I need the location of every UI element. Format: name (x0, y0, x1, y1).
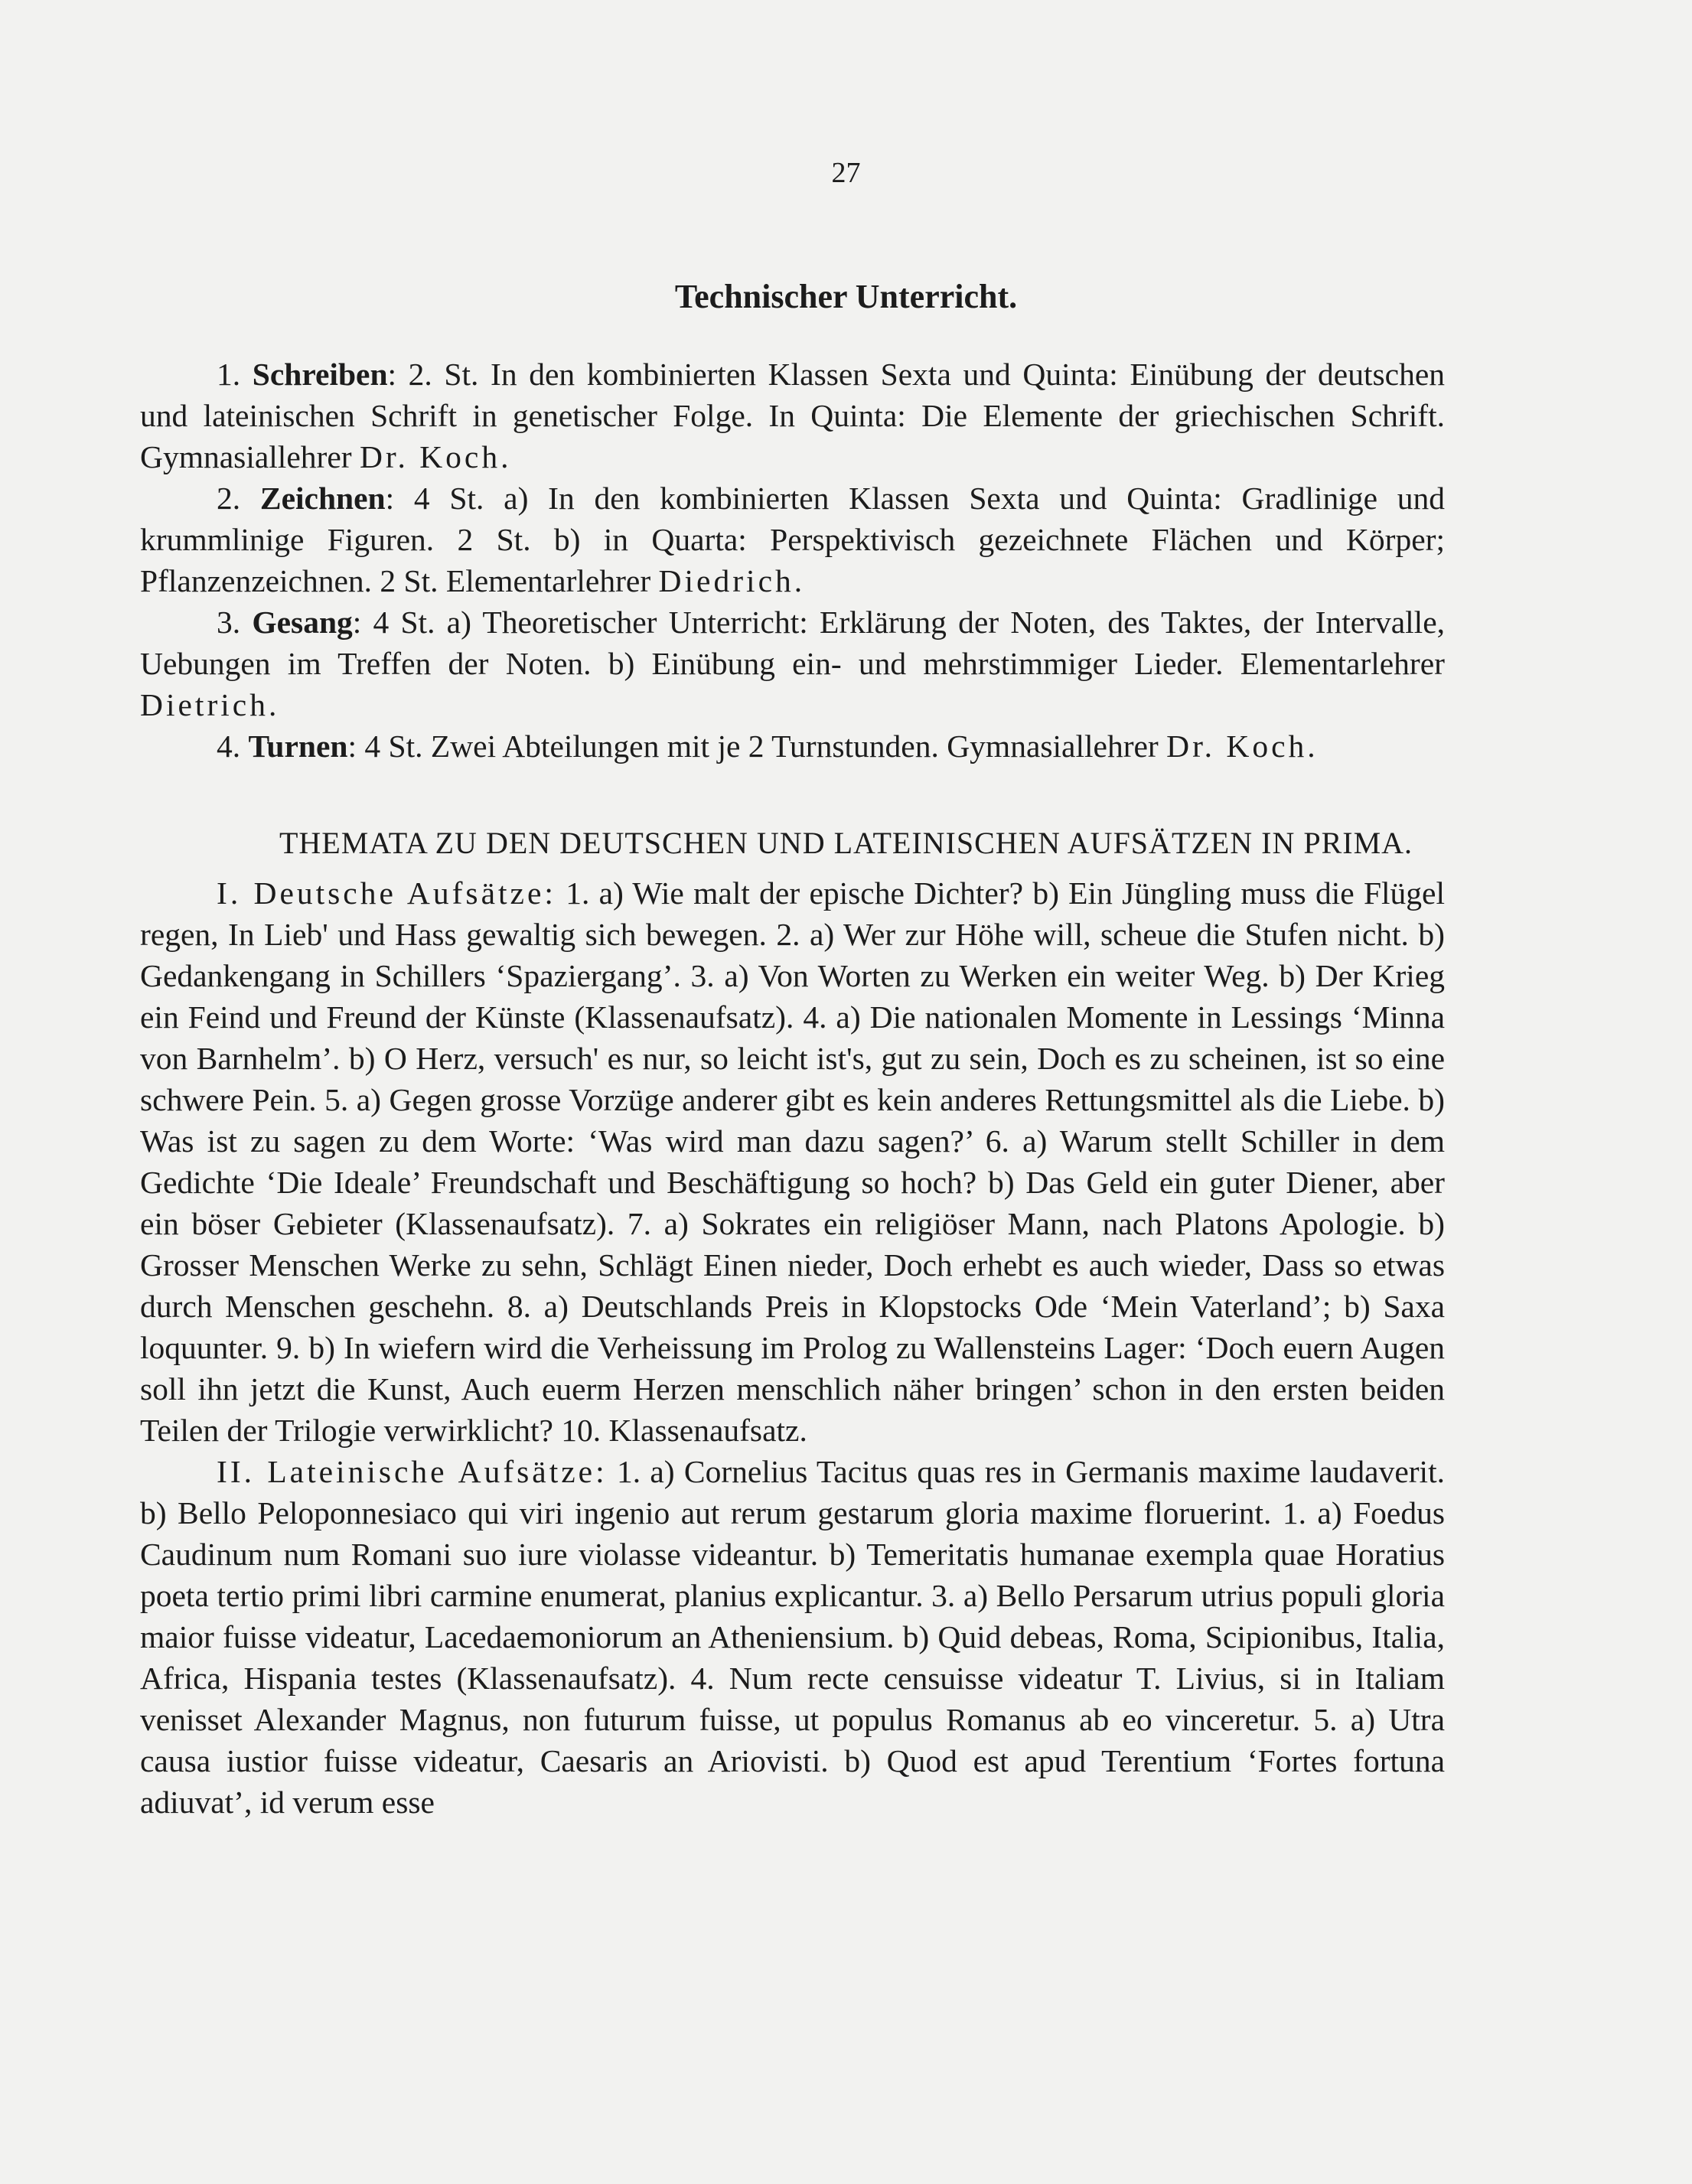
latin-essays-label: II. Lateinische Aufsätze: (217, 1454, 608, 1489)
german-essays-label: I. Deutsche Aufsätze: (217, 875, 556, 911)
technical-item (140, 601, 1445, 725)
technical-instruction-list (140, 354, 1445, 767)
item-number: 1. (217, 357, 241, 392)
technical-item (140, 354, 1445, 478)
item-subject: Turnen (248, 729, 348, 764)
technical-item (140, 725, 1445, 767)
item-text: : 2. St. In den kombinierten Klassen Sexta und Quinta: Einübung der deutschen und lateinischen Schrift in genetischer Folge. In Quinta: Die Elemente der griechischen Schrift. Gymnasiallehrer (140, 357, 1445, 474)
latin-essays (140, 1451, 1445, 1823)
item-teacher: Diedrich. (658, 563, 806, 598)
item-subject: Zeichnen (259, 481, 386, 516)
essay-themes (140, 872, 1445, 1823)
section-title: Technischer Unterricht. (674, 278, 1018, 315)
item-number: 3. (217, 605, 241, 640)
item-number: 2. (217, 481, 241, 516)
latin-essays-text: 1. a) Cornelius Tacitus quas res in Germanis maxime laudaverit. b) Bello Peloponnesiaco qui viri ingenio aut rerum gestarum gloria maxime floruerint. 1. a) Foedus Caudinum num Romani suo iure violasse videantur. b) Temeritatis humanae exempla quae Horatius poeta tertio primi libri carmine enumerat, planius explicantur. 3. a) Bello Persarum utrius populi gloria maior fuisse videatur, Lacedaemoniorum an Atheniensium. b) Quid debeas, Roma, Scipionibus, Italia, Africa, Hispania testes (Klassenaufsatz). 4. Num recte censuisse videatur T. Livius, si in Italiam venisset Alexander Magnus, non futurum fuisse, ut populus Romanus ab eo vinceretur. 5. a) Utra causa iustior fuisse videatur, Caesaris an Ariovisti. b) Quod est apud Terentium ‘Fortes fortuna adiuvat’, id verum esse (140, 1454, 1445, 1820)
page-number: 27 (831, 157, 861, 189)
german-essays (140, 872, 1445, 1451)
technical-item (140, 478, 1445, 601)
item-teacher: Dr. Koch. (1166, 729, 1319, 764)
item-text: : 4 St. Zwei Abteilungen mit je 2 Turnstunden. Gymnasiallehrer (347, 729, 1159, 764)
themata-heading: THEMATA ZU DEN DEUTSCHEN UND LATEINISCHEN AUFSÄTZEN IN PRIMA. (279, 826, 1413, 860)
german-essays-text: 1. a) Wie malt der epische Dichter? b) Ein Jüngling muss die Flügel regen, In Lieb' und Hass gewaltig sich bewegen. 2. a) Wer zur Höhe will, scheue die Stufen nicht. b) Gedankengang in Schillers ‘Spaziergang’. 3. a) Von Worten zu Werken ein weiter Weg. b) Der Krieg ein Feind und Freund der Künste (Klassenaufsatz). 4. a) Die nationalen Momente in Lessings ‘Minna von Barnhelm’. b) O Herz, versuch' es nur, so leicht ist's, gut zu sein, Doch es zu scheinen, ist so eine schwere Pein. 5. a) Gegen grosse Vorzüge anderer gibt es kein anderes Rettungsmittel als die Liebe. b) Was ist zu sagen zu dem Worte: ‘Was wird man dazu sagen?’ 6. a) Warum stellt Schiller in dem Gedichte ‘Die Ideale’ Freundschaft und Beschäftigung so hoch? b) Das Geld ein guter Diener, aber ein böser Gebieter (Klassenaufsatz). 7. a) Sokrates ein religiöser Mann, nach Platons Apologie. b) Grosser Menschen Werke zu sehn, Schlägt Einen nieder, Doch erhebt es auch wieder, Dass so etwas durch Menschen geschehn. 8. a) Deutschlands Preis in Klopstocks Ode ‘Mein Vaterland’; b) Saxa loquunter. 9. b) In wiefern wird die Verheissung im Prolog zu Wallensteins Lager: ‘Doch euern Augen soll ihn jetzt die Kunst, Auch euerm Herzen menschlich näher bringen’ schon in den ersten beiden Teilen der Trilogie verwirklicht? 10. Klassenaufsatz. (140, 875, 1446, 1448)
item-teacher: Dietrich. (140, 687, 280, 722)
item-subject: Gesang (252, 605, 353, 640)
item-text: : 4 St. a) Theoretischer Unterricht: Erklärung der Noten, des Taktes, der Intervalle, Uebungen im Treffen der Noten. b) Einübung ein- und mehrstimmiger Lieder. Elementarlehrer (140, 605, 1446, 681)
item-text: : 4 St. a) In den kombinierten Klassen Sexta und Quinta: Gradlinige und krummlinige Figuren. 2 St. b) in Quarta: Perspektivisch gezeichnete Flächen und Körper; Pflanzenzeichnen. 2 St. Elementarlehrer (140, 481, 1446, 598)
item-subject: Schreiben (252, 357, 388, 392)
item-teacher: Dr. Koch. (359, 439, 512, 474)
item-number: 4. (217, 729, 241, 764)
